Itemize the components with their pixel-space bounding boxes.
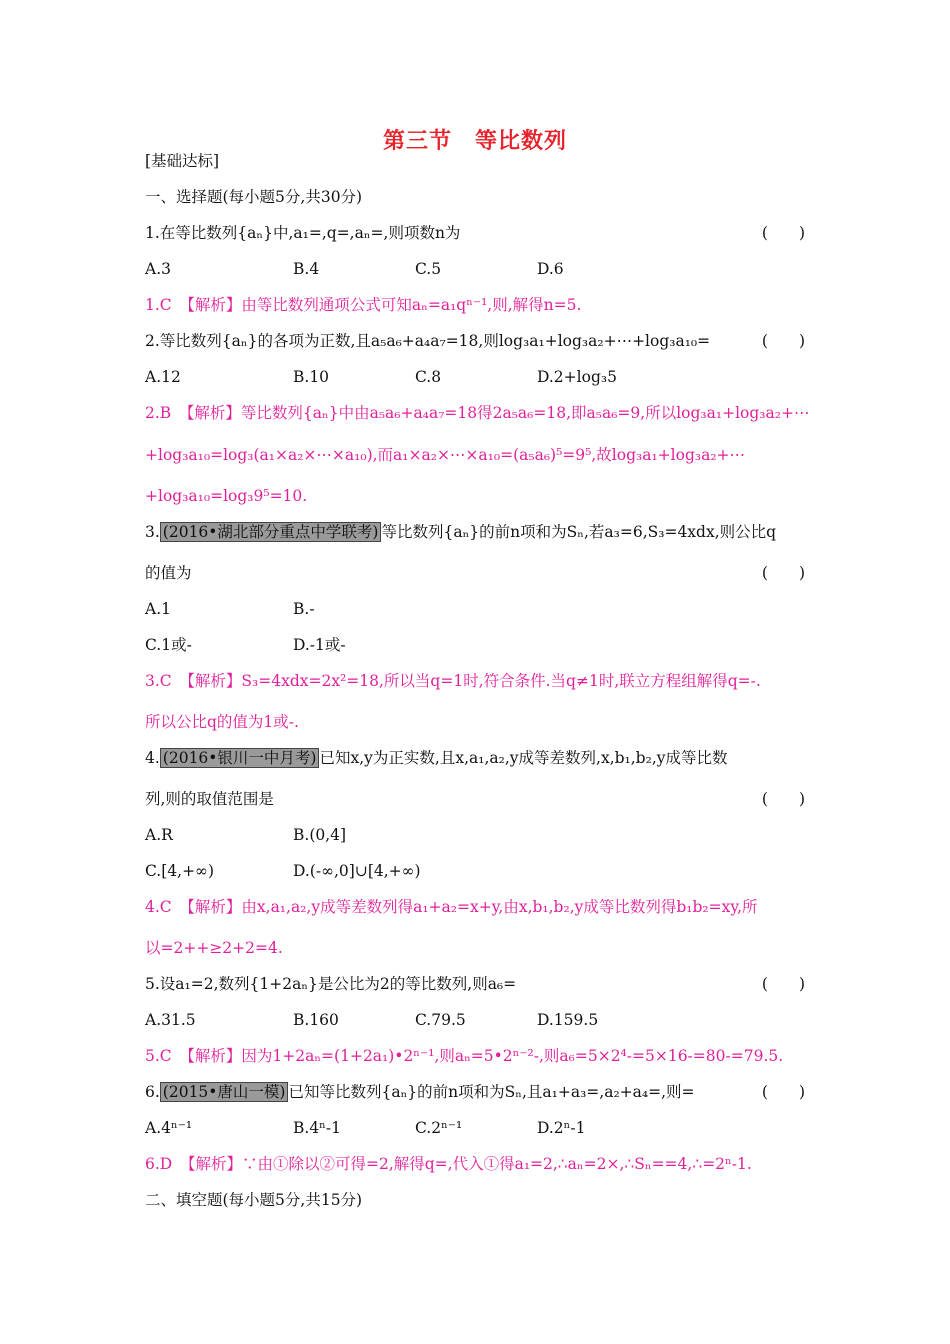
- q3-option-c: C.1或-: [145, 636, 192, 654]
- q4-options-row2: [145, 860, 810, 882]
- q6-source-tag: (2015•唐山一模): [160, 1082, 289, 1102]
- q4-option-b: B.(0,4]: [293, 826, 347, 844]
- q2-options: [145, 366, 810, 388]
- q2-option-c: C.8: [415, 368, 442, 386]
- q5-stem: 5.设a₁=2,数列{1+2aₙ}是公比为2的等比数列,则a₆=: [145, 975, 517, 993]
- q4-solution-line1: 4.C 【解析】由x,a₁,a₂,y成等差数列得a₁+a₂=x+y,由x,b₁,b₂,y成等比数列得b₁b₂=xy,所: [145, 898, 758, 916]
- q2-solution-line1: 2.B 【解析】等比数列{aₙ}中由a₅a₆+a₄a₇=18得2a₅a₆=18,即a₅a₆=9,所以log₃a₁+log₃a₂+⋯: [145, 404, 810, 422]
- q3-option-b: B.-: [293, 600, 315, 618]
- q4-option-d: D.(-∞,0]∪[4,+∞): [293, 862, 421, 880]
- q4-option-a: A.R: [145, 826, 173, 844]
- q1-options: [145, 258, 810, 280]
- q6-option-c: C.2ⁿ⁻¹: [415, 1119, 463, 1137]
- part2-heading: 二、填空题(每小题5分,共15分): [145, 1191, 363, 1209]
- q3-solution-line2: 所以公比q的值为1或-.: [145, 713, 299, 731]
- q1-option-a: A.3: [145, 260, 171, 278]
- q1-option-d: D.6: [537, 260, 564, 278]
- q4-answer-blank: ( ): [761, 790, 805, 808]
- q5-option-b: B.160: [293, 1011, 339, 1029]
- q4-stem: [145, 747, 810, 769]
- section-tag: [基础达标]: [145, 152, 220, 170]
- q3-option-a: A.1: [145, 600, 171, 618]
- q2-option-b: B.10: [293, 368, 330, 386]
- q4-solution-line2: 以=2++≥2+2=4.: [145, 939, 283, 957]
- q5-option-d: D.159.5: [537, 1011, 599, 1029]
- q5-answer-blank: ( ): [761, 975, 805, 993]
- q1-option-c: C.5: [415, 260, 442, 278]
- q2-answer-blank: ( ): [761, 332, 805, 350]
- q2-option-d: D.2+log₃5: [537, 368, 617, 386]
- q4-stem-text: 已知x,y为正实数,且x,a₁,a₂,y成等差数列,x,b₁,b₂,y成等比数: [319, 749, 728, 767]
- q3-options-row1: [145, 598, 810, 620]
- q6-stem: [145, 1081, 810, 1103]
- q6-stem-text: 已知等比数列{aₙ}的前n项和为Sₙ,且a₁+a₃=,a₂+a₄=,则=: [288, 1083, 695, 1101]
- q1-answer-blank: ( ): [761, 224, 805, 242]
- q2-solution-line2: +log₃a₁₀=log₃(a₁×a₂×⋯×a₁₀),而a₁×a₂×⋯×a₁₀=(a₅a₆)⁵=9⁵,故log₃a₁+log₃a₂+⋯: [145, 446, 746, 464]
- q6-answer-blank: ( ): [761, 1083, 805, 1101]
- q5-option-a: A.31.5: [145, 1011, 196, 1029]
- part1-heading: 一、选择题(每小题5分,共30分): [145, 188, 363, 206]
- q5-options: [145, 1009, 810, 1031]
- q1-option-b: B.4: [293, 260, 320, 278]
- q6-option-d: D.2ⁿ-1: [537, 1119, 586, 1137]
- q4-source-tag: (2016•银川一中月考): [160, 748, 320, 768]
- q3-stem: [145, 521, 810, 543]
- q2-stem: 2.等比数列{aₙ}的各项为正数,且a₅a₆+a₄a₇=18,则log₃a₁+log₃a₂+⋯+log₃a₁₀=: [145, 332, 711, 350]
- q2-solution-line3: +log₃a₁₀=log₃9⁵=10.: [145, 487, 308, 505]
- q6-number: 6.: [145, 1083, 160, 1101]
- q4-number: 4.: [145, 749, 160, 767]
- q3-stem-line2: 的值为: [145, 564, 192, 582]
- q3-answer-blank: ( ): [761, 564, 805, 582]
- q6-option-b: B.4ⁿ-1: [293, 1119, 341, 1137]
- q3-number: 3.: [145, 523, 160, 541]
- q3-options-row2: [145, 634, 810, 656]
- q5-solution: 5.C 【解析】因为1+2aₙ=(1+2a₁)•2ⁿ⁻¹,则aₙ=5•2ⁿ⁻²-,则a₆=5×2⁴-=5×16-=80-=79.5.: [145, 1047, 784, 1065]
- q3-solution-line1: 3.C 【解析】S₃=4xdx=2x²=18,所以当q=1时,符合条件.当q≠1时,联立方程组解得q=-.: [145, 672, 761, 690]
- q3-option-d: D.-1或-: [293, 636, 346, 654]
- q3-stem-text: 等比数列{aₙ}的前n项和为Sₙ,若a₃=6,S₃=4xdx,则公比q: [381, 523, 777, 541]
- q2-option-a: A.12: [145, 368, 181, 386]
- page-title: 第三节 等比数列: [382, 128, 567, 154]
- q1-solution: 1.C 【解析】由等比数列通项公式可知aₙ=a₁qⁿ⁻¹,则,解得n=5.: [145, 296, 582, 314]
- q6-solution: 6.D 【解析】∵由①除以②可得=2,解得q=,代入①得a₁=2,∴aₙ=2×,∴Sₙ==4,∴=2ⁿ-1.: [145, 1155, 752, 1173]
- q4-stem-line2: 列,则的取值范围是: [145, 790, 274, 808]
- q6-options: [145, 1117, 810, 1139]
- q4-options-row1: [145, 824, 810, 846]
- q3-source-tag: (2016•湖北部分重点中学联考): [160, 522, 382, 542]
- q5-option-c: C.79.5: [415, 1011, 466, 1029]
- q4-option-c: C.[4,+∞): [145, 862, 215, 880]
- q1-stem: 1.在等比数列{aₙ}中,a₁=,q=,aₙ=,则项数n为: [145, 224, 461, 242]
- q6-option-a: A.4ⁿ⁻¹: [145, 1119, 193, 1137]
